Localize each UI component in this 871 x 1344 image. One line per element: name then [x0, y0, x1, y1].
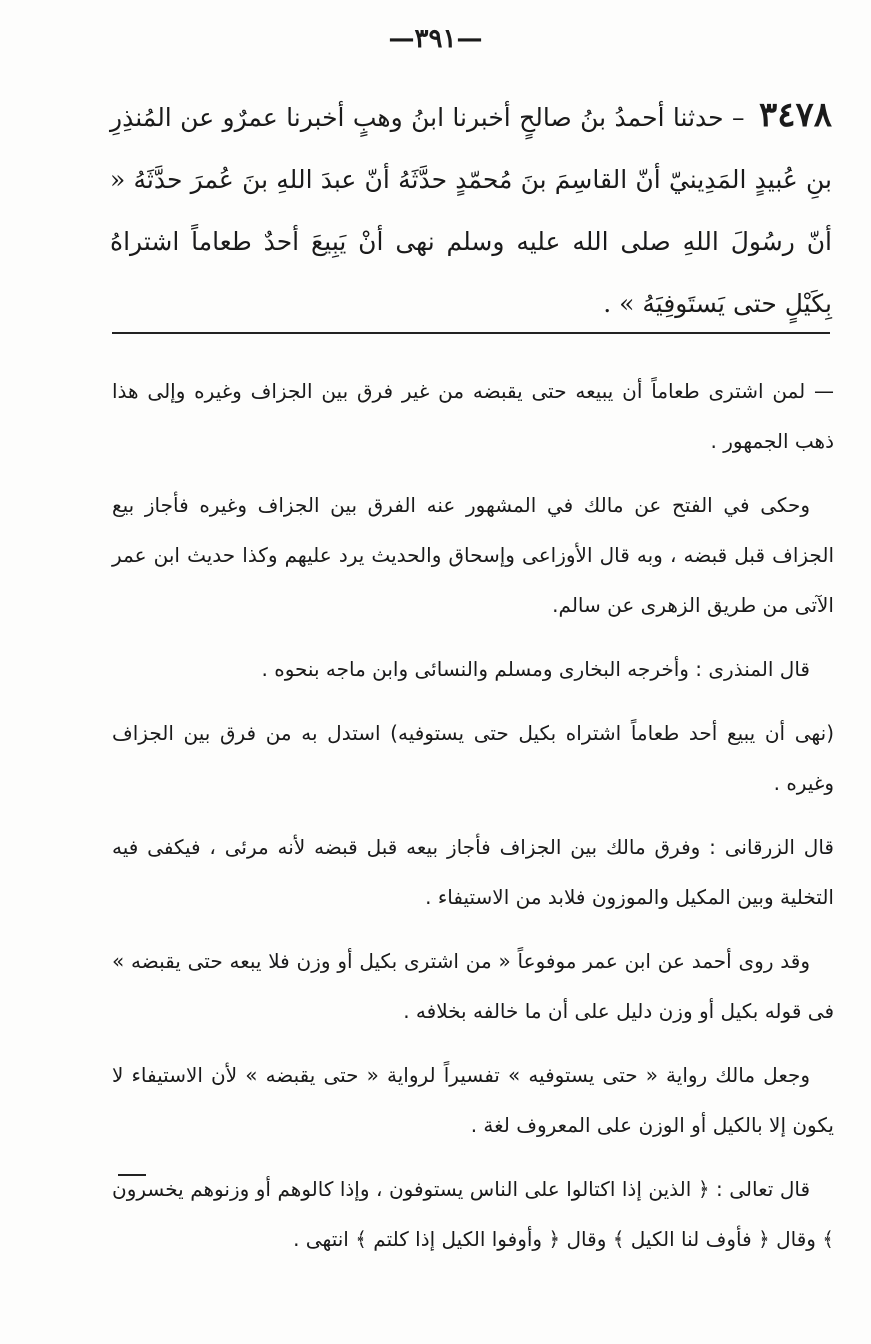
hadith-block	[110, 84, 832, 335]
commentary-paragraph: وقد روى أحمد عن ابن عمر موفوعاً « من اشترى بكيل أو وزن فلا يبعه حتى يقبضه » فى قوله بكيل أو وزن دليل على أن ما خالفه بخلافه .	[112, 949, 834, 1023]
commentary-paragraph: وجعل مالك رواية « حتى يستوفيه » تفسيراً لرواية « حتى يقبضه » لأن الاستيفاء لا يكون إلا بالكيل أو الوزن على المعروف لغة .	[112, 1063, 834, 1137]
commentary-paragraph: — لمن اشترى طعاماً أن يبيعه حتى يقبضه من غير فرق بين الجزاف وغيره وإلى هذا ذهب الجمهور .	[112, 379, 834, 453]
commentary-block	[112, 366, 834, 1278]
commentary-paragraph: قال الزرقانى : وفرق مالك بين الجزاف فأجاز بيعه قبل قبضه لأنه مرئى ، فيكفى فيه التخلية وبين المكيل والموزون فلابد من الاستيفاء .	[112, 835, 834, 909]
hadith-text: – حدثنا أحمدُ بنُ صالحٍ أخبرنا ابنُ وهبٍ أخبرنا عمرٌو عن المُنذِرِ بنِ عُبيدٍ المَدِينيّ أنّ القاسِمَ بنَ مُحمّدٍ حدَّثَهُ أنّ عبدَ اللهِ بنَ عُمرَ حدَّثَهُ « أنّ رسُولَ اللهِ صلى الله عليه وسلم نهى أنْ يَبِيعَ أحدٌ طعاماً اشتراهُ بِكَيْلٍ حتى يَستَوفِيَهُ » .	[110, 103, 832, 318]
commentary-paragraph: وحكى في الفتح عن مالك في المشهور عنه الفرق بين الجزاف وغيره فأجاز بيع الجزاف قبل قبضه ، وبه قال الأوزاعى وإسحاق والحديث يرد عليهم وكذا حديث ابن عمر الآتى من طريق الزهرى عن سالم.	[112, 493, 834, 617]
page-number: —٣٩١—	[388, 24, 483, 54]
continuation-dash	[118, 1174, 146, 1176]
hadith-number: ٣٤٧٨	[758, 95, 833, 135]
commentary-paragraph: قال المنذرى : وأخرجه البخارى ومسلم والنسائى وابن ماجه بنحوه .	[261, 657, 810, 681]
commentary-paragraph: (نهى أن يبيع أحد طعاماً اشتراه بكيل حتى يستوفيه) استدل به من فرق بين الجزاف وغيره .	[112, 721, 834, 795]
commentary-paragraph: قال تعالى : ﴿ الذين إذا اكتالوا على الناس يستوفون ، وإذا كالوهم أو وزنوهم يخسرون ﴾ وقال ﴿ فأوف لنا الكيل ﴾ وقال ﴿ وأوفوا الكيل إذا كلتم ﴾ انتهى .	[112, 1177, 834, 1251]
section-divider	[112, 332, 830, 334]
